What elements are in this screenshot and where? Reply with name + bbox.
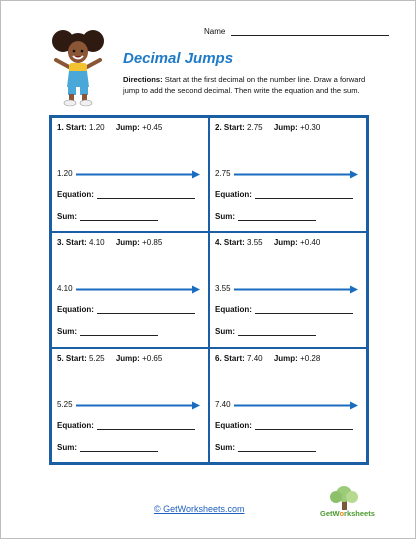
number-line[interactable] [57, 284, 203, 294]
problem-header [215, 123, 320, 132]
equation-label: Equation: [57, 190, 94, 199]
name-field-row [204, 27, 389, 36]
equation-blank[interactable] [255, 191, 353, 199]
sum-row [215, 327, 316, 336]
start-value: 2.75 [247, 123, 263, 132]
problem-cell [51, 348, 209, 463]
jump-value: +0.30 [300, 123, 321, 132]
jump-label: Jump: [273, 238, 298, 248]
number-line[interactable] [57, 169, 203, 179]
directions-label: Directions: [123, 75, 163, 84]
jump-label: Jump: [273, 123, 298, 132]
problem-header [215, 238, 320, 247]
problem-header [57, 123, 162, 132]
number-line-start: 5.25 [57, 399, 73, 409]
equation-row [215, 421, 353, 430]
problem-header [215, 354, 320, 363]
sum-blank[interactable] [80, 213, 158, 221]
sum-blank[interactable] [238, 213, 316, 221]
sum-row [215, 212, 316, 221]
equation-blank[interactable] [255, 306, 353, 314]
number-line-start: 7.40 [215, 399, 231, 409]
problem-number: 2. [215, 123, 222, 132]
equation-label: Equation: [215, 190, 252, 199]
number-line[interactable] [215, 169, 361, 179]
number-line[interactable] [57, 400, 203, 410]
equation-blank[interactable] [97, 306, 195, 314]
number-line-start: 2.75 [215, 169, 231, 178]
problem-header [57, 238, 162, 247]
jump-label: Jump: [115, 353, 140, 363]
sum-blank[interactable] [80, 444, 158, 452]
start-label: Start: [65, 353, 87, 363]
number-line-arrow [76, 401, 200, 410]
number-line-start: 4.10 [57, 284, 73, 294]
tree-logo-icon [314, 485, 376, 525]
equation-blank[interactable] [255, 422, 353, 430]
number-line-arrow [234, 401, 358, 410]
equation-blank[interactable] [97, 191, 195, 199]
start-label: Start: [65, 238, 87, 248]
problem-number: 1. [57, 123, 64, 132]
start-label: Start: [65, 123, 87, 132]
problem-cell [209, 348, 367, 463]
problem-grid [49, 115, 369, 465]
sum-row [57, 327, 158, 336]
number-line-start: 3.55 [215, 284, 231, 294]
sum-label: Sum: [57, 212, 77, 221]
jump-value: +0.28 [300, 353, 321, 363]
start-value: 7.40 [247, 353, 263, 363]
page-title: Decimal Jumps [123, 50, 234, 67]
equation-blank[interactable] [97, 422, 195, 430]
problem-cell [51, 117, 209, 232]
brand-wordmark: GetWorksheets [320, 509, 375, 518]
problem-number: 3. [57, 238, 64, 248]
problem-number: 6. [215, 353, 222, 363]
number-line-arrow [76, 285, 200, 294]
jump-label: Jump: [273, 353, 298, 363]
number-line[interactable] [215, 400, 361, 410]
jump-label: Jump: [115, 238, 140, 248]
sum-label: Sum: [215, 442, 235, 452]
sum-blank[interactable] [238, 444, 316, 452]
problem-cell [51, 232, 209, 347]
jump-value: +0.85 [142, 238, 163, 248]
equation-row [215, 190, 353, 199]
number-line[interactable] [215, 284, 361, 294]
jump-value: +0.40 [300, 238, 321, 248]
problem-cell [209, 117, 367, 232]
sum-blank[interactable] [238, 328, 316, 336]
sum-row [57, 212, 158, 221]
equation-row [57, 305, 195, 314]
start-value: 3.55 [247, 238, 263, 248]
start-value: 4.10 [89, 238, 105, 248]
equation-label: Equation: [57, 305, 94, 315]
jump-label: Jump: [115, 123, 140, 132]
number-line-arrow [234, 170, 358, 179]
copyright-link[interactable]: © GetWorksheets.com [154, 504, 245, 514]
start-value: 1.20 [89, 123, 105, 132]
sum-label: Sum: [57, 442, 77, 452]
equation-label: Equation: [215, 420, 252, 430]
equation-label: Equation: [215, 305, 252, 315]
start-label: Start: [223, 123, 245, 132]
jump-value: +0.45 [142, 123, 163, 132]
start-value: 5.25 [89, 353, 105, 363]
sum-row [215, 443, 316, 452]
problem-cell [209, 232, 367, 347]
directions [123, 74, 369, 96]
girl-illustration [49, 27, 107, 109]
problem-number: 5. [57, 353, 64, 363]
name-label: Name [204, 27, 226, 36]
problem-number: 4. [215, 238, 222, 248]
sum-blank[interactable] [80, 328, 158, 336]
sum-row [57, 443, 158, 452]
number-line-start: 1.20 [57, 169, 73, 178]
sum-label: Sum: [57, 327, 77, 337]
name-line[interactable] [231, 28, 389, 36]
start-label: Start: [223, 353, 245, 363]
directions-text: Start at the first decimal on the number line. Draw a forward jump to add the second decimal. Then write the equation and the sum. [123, 75, 366, 95]
sum-label: Sum: [215, 327, 235, 337]
equation-row [57, 190, 195, 199]
problem-header [57, 354, 162, 363]
number-line-arrow [234, 285, 358, 294]
equation-label: Equation: [57, 420, 94, 430]
sum-label: Sum: [215, 212, 235, 221]
equation-row [215, 305, 353, 314]
jump-value: +0.65 [142, 353, 163, 363]
start-label: Start: [223, 238, 245, 248]
number-line-arrow [76, 170, 200, 179]
equation-row [57, 421, 195, 430]
